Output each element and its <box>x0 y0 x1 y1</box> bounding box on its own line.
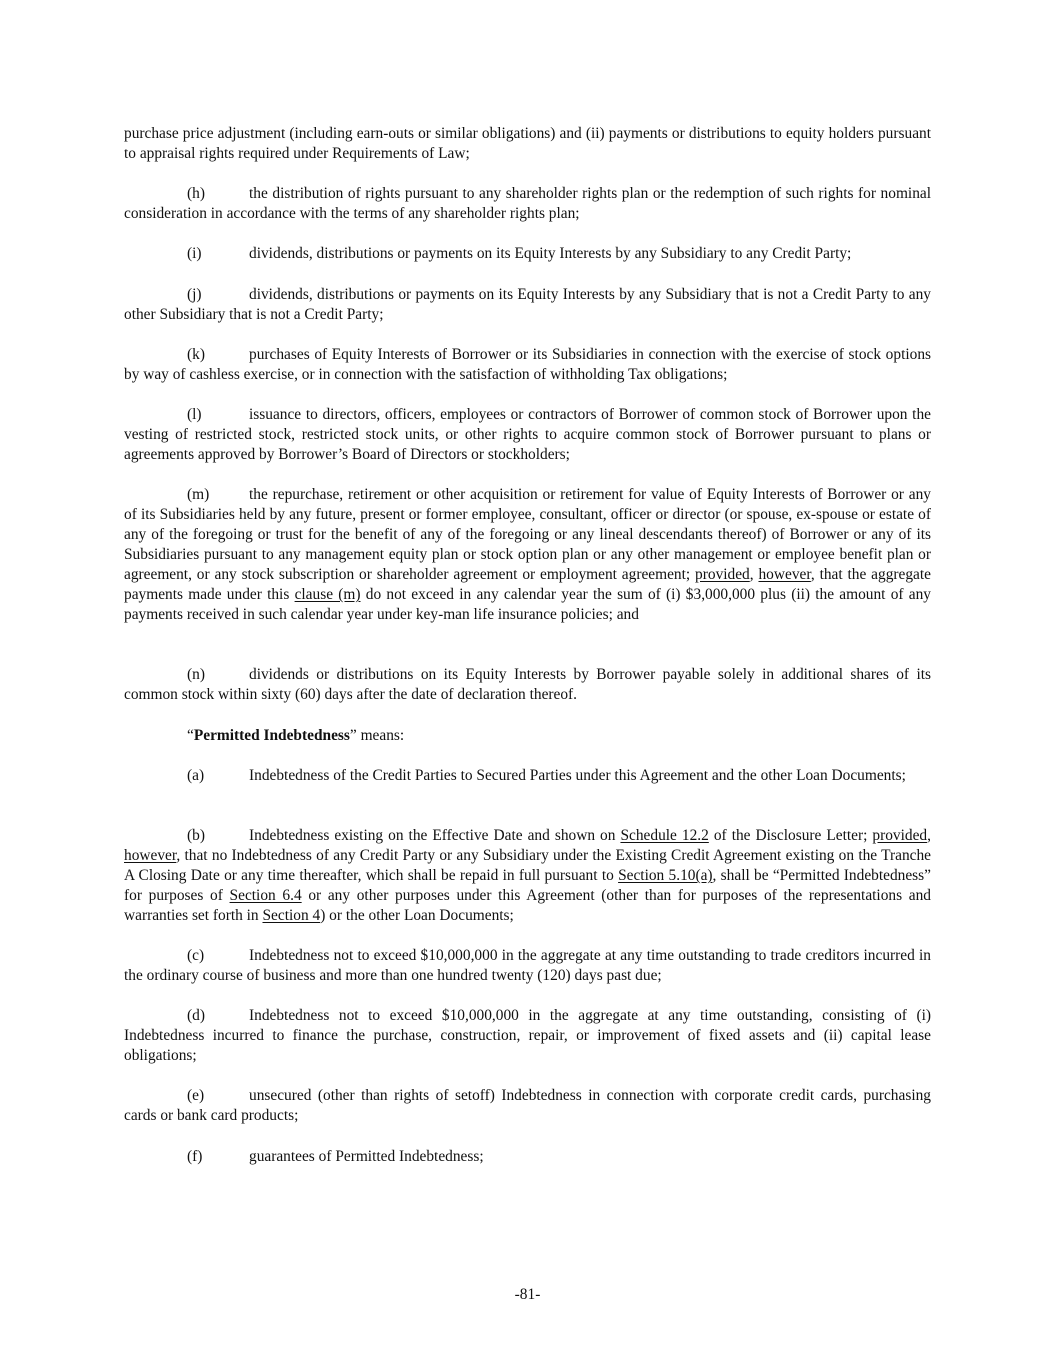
clause-label: (e) <box>187 1087 205 1104</box>
clause-label: (n) <box>187 666 205 683</box>
clause-a <box>124 766 931 786</box>
clause-label: (j) <box>187 286 202 303</box>
clause-e <box>124 1086 931 1126</box>
clause-n <box>124 665 931 705</box>
clause-label: (l) <box>187 406 202 423</box>
clause-j <box>124 285 931 325</box>
clause-text: Indebtedness not to exceed $10,000,000 in the aggregate at any time outstanding, consisting of (i) Indebtedness incurred to finance the purchase, construction, repair, or improvement of fixed assets and (ii) capital lease obligations; <box>124 1007 931 1064</box>
clause-label: (b) <box>187 827 205 844</box>
clause-d <box>124 1006 931 1066</box>
clause-label: (m) <box>187 486 210 503</box>
section-5-10a-reference: Section 5.10(a) <box>618 867 713 884</box>
clause-text: dividends, distributions or payments on its Equity Interests by any Subsidiary to any Credit Party; <box>249 245 852 262</box>
clause-label: (a) <box>187 767 205 784</box>
clause-k <box>124 345 931 385</box>
clause-text: Indebtedness of the Credit Parties to Secured Parties under this Agreement and the other Loan Documents; <box>249 767 906 784</box>
clause-text: the distribution of rights pursuant to any shareholder rights plan or the redemption of such rights for nominal consideration in accordance with the terms of any shareholder rights plan; <box>124 185 931 222</box>
page-number: -81- <box>514 1286 541 1303</box>
schedule-reference: Schedule 12.2 <box>620 827 709 844</box>
provided-term: provided <box>872 827 928 844</box>
clause-i <box>124 244 931 264</box>
clause-label: (i) <box>187 245 202 262</box>
clause-label: (c) <box>187 947 205 964</box>
clause-text: guarantees of Permitted Indebtedness; <box>249 1148 484 1165</box>
clause-b: (b) Indebtedness existing on the Effective Date and shown on Schedule 12.2 of the Disclosure Letter; provided, however, that no Indebtedness of any Credit Party or any Subsidiary under the Existing Credit Agreement existing on the Tranche A Closing Date or any time thereafter, which shall be repaid in full pursuant to Section 5.10(a), shall be “Permitted Indebtedness” for purposes of Section 6.4 or any other purposes under this Agreement (other than for purposes of the representations and warranties set forth in Section 4) or the other Loan Documents; <box>124 827 931 924</box>
provided-term: provided <box>695 566 750 583</box>
clause-text: issuance to directors, officers, employees or contractors of Borrower of common stock of Borrower upon the vesting of restricted stock, restricted stock units, or other rights to acquire common stock of Borrower pursuant to plans or agreements approved by Borrower’s Board of Directors or stockholders; <box>124 406 931 463</box>
section-4-reference: Section 4 <box>262 907 321 924</box>
section-6-4-reference: Section 6.4 <box>229 887 302 904</box>
however-term: however <box>758 566 811 583</box>
clause-text: Indebtedness not to exceed $10,000,000 in the aggregate at any time outstanding to trade creditors incurred in the ordinary course of business and more than one hundred twenty (120) days past due; <box>124 947 931 984</box>
clause-label: (k) <box>187 346 205 363</box>
however-term: however <box>124 847 177 864</box>
clause-label: (h) <box>187 185 205 202</box>
clause-text: purchases of Equity Interests of Borrower or its Subsidiaries in connection with the exercise of stock options by way of cashless exercise, or in connection with the satisfaction of withholding Tax obligations; <box>124 346 931 383</box>
clause-c <box>124 946 931 986</box>
clause-label: (d) <box>187 1007 205 1024</box>
clause-text: unsecured (other than rights of setoff) Indebtedness in connection with corporate credit cards, purchasing cards or bank card products; <box>124 1087 931 1124</box>
clause-text: dividends or distributions on its Equity Interests by Borrower payable solely in additional shares of its common stock within sixty (60) days after the date of declaration thereof. <box>124 666 931 703</box>
clause-label: (f) <box>187 1148 203 1165</box>
clause-text: dividends, distributions or payments on its Equity Interests by any Subsidiary that is not a Credit Party to any other Subsidiary that is not a Credit Party; <box>124 286 931 323</box>
defined-term: Permitted Indebtedness <box>193 727 350 744</box>
definition-heading: “Permitted Indebtedness” means: <box>187 727 405 744</box>
clause-m-reference: clause (m) <box>294 586 361 603</box>
clause-h <box>124 184 931 224</box>
carryover-paragraph: purchase price adjustment (including earn-outs or similar obligations) and (ii) payments or distributions to equity holders pursuant to appraisal rights required under Requirements of Law; <box>124 125 931 162</box>
clause-m: (m) the repurchase, retirement or other acquisition or retirement for value of Equity Interests of Borrower or any of its Subsidiaries held by any future, present or former employee, consultant, officer or director (or spouse, ex-spouse or estate of any of the foregoing or trust for the benefit of any of the foregoing or any lineal descendants thereof) of Borrower or any of its Subsidiaries pursuant to any management equity plan or stock option plan or any other management or employee benefit plan or agreement, or any stock subscription or shareholder agreement or employment agreement; provided, however, that the aggregate payments made under this clause (m) do not exceed in any calendar year the sum of (i) $3,000,000 plus (ii) the amount of any payments received in such calendar year under key-man life insurance policies; and <box>124 486 931 623</box>
clause-l <box>124 405 931 465</box>
clause-f <box>124 1147 931 1167</box>
